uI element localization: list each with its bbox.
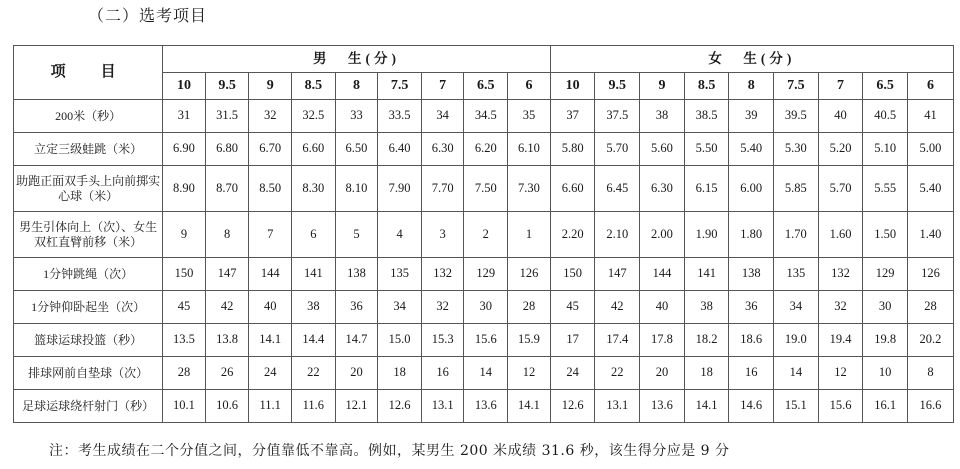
male-point-header: 10 [163, 73, 206, 100]
female-value-cell: 132 [818, 258, 863, 291]
male-value-cell: 14.7 [335, 324, 378, 357]
female-value-cell: 18.6 [729, 324, 774, 357]
female-value-cell: 14 [774, 357, 819, 390]
female-value-cell: 1.50 [863, 212, 908, 258]
item-name-cell: 1分钟仰卧起坐（次） [14, 291, 163, 324]
female-value-cell: 41 [907, 100, 953, 133]
table-row [14, 133, 954, 166]
female-value-cell: 16.6 [907, 390, 953, 423]
male-value-cell: 26 [205, 357, 249, 390]
male-point-header: 8.5 [292, 73, 336, 100]
female-point-header: 9.5 [595, 73, 640, 100]
female-value-cell: 6.45 [595, 166, 640, 212]
male-value-cell: 18 [378, 357, 422, 390]
female-point-header: 10 [550, 73, 595, 100]
female-value-cell: 6.30 [640, 166, 685, 212]
female-value-cell: 126 [907, 258, 953, 291]
female-value-cell: 5.85 [774, 166, 819, 212]
item-column-header: 项 目 [14, 46, 163, 100]
male-value-cell: 10.6 [205, 390, 249, 423]
female-value-cell: 45 [550, 291, 595, 324]
female-value-cell: 5.70 [595, 133, 640, 166]
female-value-cell: 15.6 [818, 390, 863, 423]
male-value-cell: 45 [163, 291, 206, 324]
male-value-cell: 33.5 [378, 100, 422, 133]
female-value-cell: 28 [907, 291, 953, 324]
female-value-cell: 150 [550, 258, 595, 291]
male-value-cell: 144 [249, 258, 292, 291]
male-point-header: 6 [508, 73, 551, 100]
female-value-cell: 37.5 [595, 100, 640, 133]
male-value-cell: 7.70 [421, 166, 464, 212]
male-point-header: 6.5 [464, 73, 508, 100]
female-value-cell: 5.00 [907, 133, 953, 166]
male-value-cell: 4 [378, 212, 422, 258]
male-value-cell: 8.30 [292, 166, 336, 212]
female-value-cell: 18 [684, 357, 729, 390]
female-value-cell: 2.00 [640, 212, 685, 258]
male-value-cell: 6.10 [508, 133, 551, 166]
table-row [14, 390, 954, 423]
female-point-header: 8 [729, 73, 774, 100]
male-value-cell: 8.50 [249, 166, 292, 212]
female-value-cell: 147 [595, 258, 640, 291]
item-name-cell: 200米（秒） [14, 100, 163, 133]
male-value-cell: 12.1 [335, 390, 378, 423]
male-value-cell: 35 [508, 100, 551, 133]
female-value-cell: 5.55 [863, 166, 908, 212]
female-value-cell: 1.40 [907, 212, 953, 258]
male-value-cell: 13.1 [421, 390, 464, 423]
male-point-header: 9.5 [205, 73, 249, 100]
female-value-cell: 19.8 [863, 324, 908, 357]
footnote: 注：考生成绩在二个分值之间，分值靠低不靠高。例如，某男生 200 米成绩 31.6 秒，该生得分应是 9 分 [49, 443, 730, 459]
male-value-cell: 33 [335, 100, 378, 133]
male-value-cell: 15.9 [508, 324, 551, 357]
male-value-cell: 141 [292, 258, 336, 291]
female-value-cell: 6.15 [684, 166, 729, 212]
male-value-cell: 34 [378, 291, 422, 324]
female-point-header: 6.5 [863, 73, 908, 100]
female-value-cell: 40.5 [863, 100, 908, 133]
male-value-cell: 11.6 [292, 390, 336, 423]
female-value-cell: 17.8 [640, 324, 685, 357]
female-value-cell: 5.50 [684, 133, 729, 166]
male-value-cell: 30 [464, 291, 508, 324]
male-value-cell: 14 [464, 357, 508, 390]
female-point-header: 7.5 [774, 73, 819, 100]
female-value-cell: 144 [640, 258, 685, 291]
female-value-cell: 129 [863, 258, 908, 291]
male-value-cell: 32.5 [292, 100, 336, 133]
female-value-cell: 39.5 [774, 100, 819, 133]
male-value-cell: 6.80 [205, 133, 249, 166]
male-value-cell: 138 [335, 258, 378, 291]
female-value-cell: 1.90 [684, 212, 729, 258]
male-value-cell: 6.60 [292, 133, 336, 166]
male-value-cell: 22 [292, 357, 336, 390]
male-value-cell: 14.1 [508, 390, 551, 423]
male-value-cell: 38 [292, 291, 336, 324]
male-value-cell: 36 [335, 291, 378, 324]
table-row [14, 166, 954, 212]
male-value-cell: 28 [508, 291, 551, 324]
female-value-cell: 135 [774, 258, 819, 291]
male-value-cell: 150 [163, 258, 206, 291]
male-value-cell: 147 [205, 258, 249, 291]
male-value-cell: 31 [163, 100, 206, 133]
male-value-cell: 28 [163, 357, 206, 390]
male-value-cell: 126 [508, 258, 551, 291]
female-value-cell: 38 [684, 291, 729, 324]
female-value-cell: 10 [863, 357, 908, 390]
female-point-header: 7 [818, 73, 863, 100]
male-value-cell: 13.5 [163, 324, 206, 357]
female-value-cell: 30 [863, 291, 908, 324]
female-value-cell: 1.70 [774, 212, 819, 258]
male-value-cell: 15.0 [378, 324, 422, 357]
male-value-cell: 34 [421, 100, 464, 133]
male-point-header: 7 [421, 73, 464, 100]
male-value-cell: 42 [205, 291, 249, 324]
score-table [13, 45, 954, 423]
female-value-cell: 14.1 [684, 390, 729, 423]
female-value-cell: 5.40 [729, 133, 774, 166]
table-row [14, 324, 954, 357]
male-value-cell: 8 [205, 212, 249, 258]
male-value-cell: 16 [421, 357, 464, 390]
male-value-cell: 15.6 [464, 324, 508, 357]
female-point-header: 8.5 [684, 73, 729, 100]
male-value-cell: 132 [421, 258, 464, 291]
female-value-cell: 5.60 [640, 133, 685, 166]
male-value-cell: 135 [378, 258, 422, 291]
female-value-cell: 12.6 [550, 390, 595, 423]
male-value-cell: 2 [464, 212, 508, 258]
female-score-header: 女 生(分) [550, 46, 953, 73]
female-value-cell: 16.1 [863, 390, 908, 423]
female-value-cell: 38.5 [684, 100, 729, 133]
female-value-cell: 8 [907, 357, 953, 390]
male-value-cell: 14.4 [292, 324, 336, 357]
female-value-cell: 13.1 [595, 390, 640, 423]
male-value-cell: 6.20 [464, 133, 508, 166]
female-value-cell: 5.30 [774, 133, 819, 166]
female-point-header: 9 [640, 73, 685, 100]
female-value-cell: 5.10 [863, 133, 908, 166]
male-value-cell: 129 [464, 258, 508, 291]
male-value-cell: 7.50 [464, 166, 508, 212]
female-value-cell: 6.60 [550, 166, 595, 212]
male-value-cell: 12 [508, 357, 551, 390]
male-point-header: 8 [335, 73, 378, 100]
male-value-cell: 9 [163, 212, 206, 258]
female-value-cell: 19.0 [774, 324, 819, 357]
male-value-cell: 14.1 [249, 324, 292, 357]
male-value-cell: 12.6 [378, 390, 422, 423]
female-value-cell: 36 [729, 291, 774, 324]
male-value-cell: 6.40 [378, 133, 422, 166]
female-point-header: 6 [907, 73, 953, 100]
item-name-cell: 1分钟跳绳（次） [14, 258, 163, 291]
male-value-cell: 6.50 [335, 133, 378, 166]
male-point-header: 7.5 [378, 73, 422, 100]
male-value-cell: 32 [249, 100, 292, 133]
female-value-cell: 22 [595, 357, 640, 390]
female-value-cell: 17.4 [595, 324, 640, 357]
female-value-cell: 42 [595, 291, 640, 324]
male-value-cell: 32 [421, 291, 464, 324]
male-value-cell: 34.5 [464, 100, 508, 133]
female-value-cell: 20.2 [907, 324, 953, 357]
female-value-cell: 40 [640, 291, 685, 324]
female-value-cell: 5.80 [550, 133, 595, 166]
table-body [14, 100, 954, 423]
female-value-cell: 16 [729, 357, 774, 390]
male-value-cell: 6.90 [163, 133, 206, 166]
female-value-cell: 2.20 [550, 212, 595, 258]
female-value-cell: 13.6 [640, 390, 685, 423]
male-value-cell: 7 [249, 212, 292, 258]
table-row [14, 100, 954, 133]
female-value-cell: 18.2 [684, 324, 729, 357]
female-value-cell: 5.20 [818, 133, 863, 166]
male-value-cell: 20 [335, 357, 378, 390]
item-name-cell: 足球运球绕杆射门（秒） [14, 390, 163, 423]
male-score-header: 男 生(分) [163, 46, 551, 73]
item-name-cell: 男生引体向上（次）、女生双杠直臂前移（米） [14, 212, 163, 258]
female-value-cell: 39 [729, 100, 774, 133]
male-value-cell: 8.10 [335, 166, 378, 212]
male-value-cell: 7.30 [508, 166, 551, 212]
table-row [14, 291, 954, 324]
male-point-header: 9 [249, 73, 292, 100]
female-value-cell: 37 [550, 100, 595, 133]
male-value-cell: 40 [249, 291, 292, 324]
male-value-cell: 6.70 [249, 133, 292, 166]
female-value-cell: 20 [640, 357, 685, 390]
male-value-cell: 15.3 [421, 324, 464, 357]
female-value-cell: 14.6 [729, 390, 774, 423]
item-name-cell: 助跑正面双手头上向前掷实心球（米） [14, 166, 163, 212]
male-value-cell: 8.90 [163, 166, 206, 212]
female-value-cell: 24 [550, 357, 595, 390]
item-name-cell: 排球网前自垫球（次） [14, 357, 163, 390]
male-value-cell: 3 [421, 212, 464, 258]
female-value-cell: 6.00 [729, 166, 774, 212]
female-value-cell: 1.60 [818, 212, 863, 258]
male-value-cell: 31.5 [205, 100, 249, 133]
male-value-cell: 13.6 [464, 390, 508, 423]
female-value-cell: 34 [774, 291, 819, 324]
male-value-cell: 13.8 [205, 324, 249, 357]
table-row [14, 258, 954, 291]
female-value-cell: 32 [818, 291, 863, 324]
female-value-cell: 19.4 [818, 324, 863, 357]
female-value-cell: 5.70 [818, 166, 863, 212]
female-value-cell: 40 [818, 100, 863, 133]
male-value-cell: 11.1 [249, 390, 292, 423]
male-value-cell: 1 [508, 212, 551, 258]
female-value-cell: 2.10 [595, 212, 640, 258]
table-row [14, 357, 954, 390]
female-value-cell: 38 [640, 100, 685, 133]
section-title: （二）选考项目 [88, 6, 208, 25]
female-value-cell: 1.80 [729, 212, 774, 258]
male-value-cell: 6.30 [421, 133, 464, 166]
item-name-cell: 篮球运球投篮（秒） [14, 324, 163, 357]
male-value-cell: 10.1 [163, 390, 206, 423]
table-row [14, 212, 954, 258]
female-value-cell: 12 [818, 357, 863, 390]
male-value-cell: 7.90 [378, 166, 422, 212]
male-value-cell: 6 [292, 212, 336, 258]
female-value-cell: 141 [684, 258, 729, 291]
item-name-cell: 立定三级蛙跳（米） [14, 133, 163, 166]
male-value-cell: 8.70 [205, 166, 249, 212]
female-value-cell: 17 [550, 324, 595, 357]
female-value-cell: 15.1 [774, 390, 819, 423]
male-value-cell: 5 [335, 212, 378, 258]
female-value-cell: 138 [729, 258, 774, 291]
male-value-cell: 24 [249, 357, 292, 390]
female-value-cell: 5.40 [907, 166, 953, 212]
